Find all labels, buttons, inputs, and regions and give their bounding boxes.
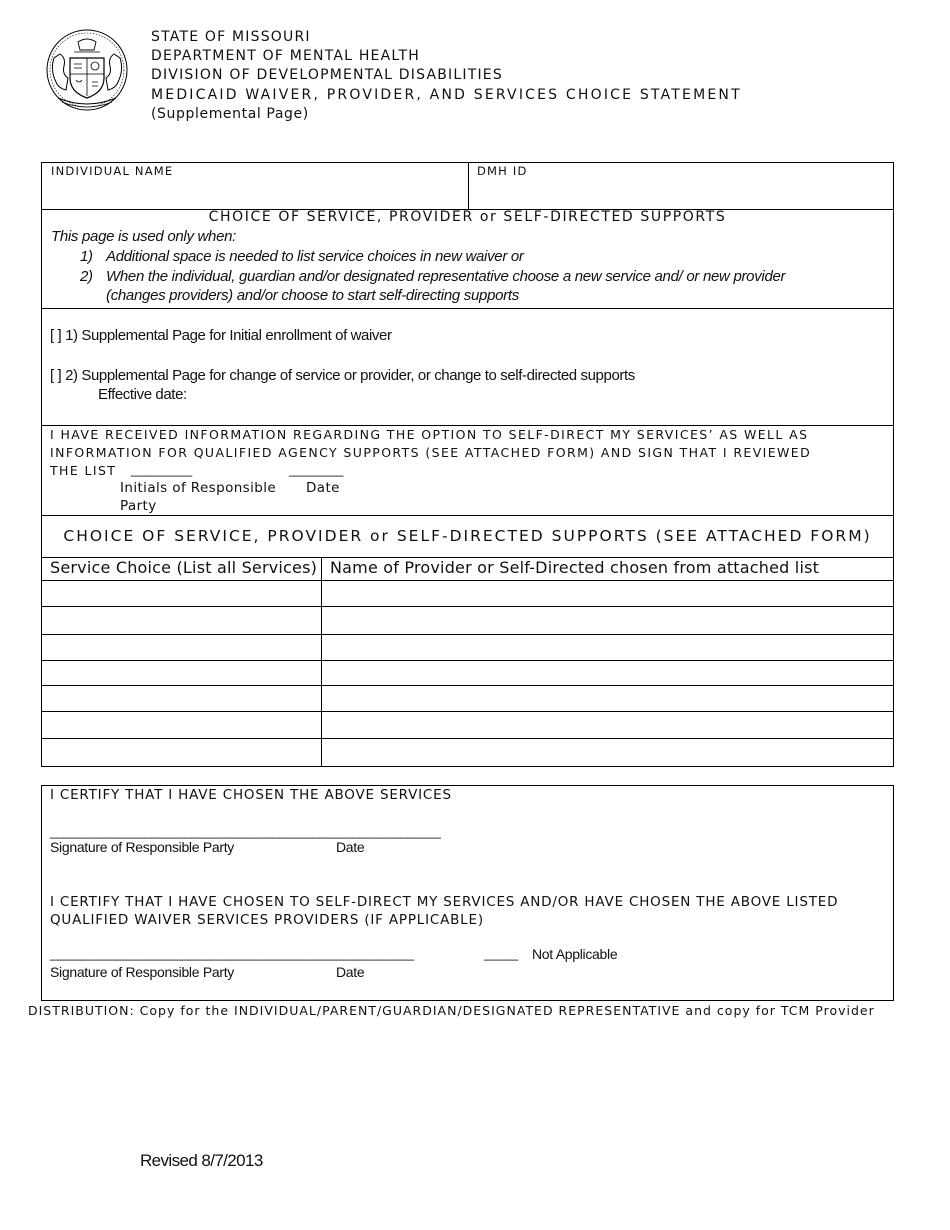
- service-choice-cell[interactable]: [42, 739, 321, 765]
- provider-name-cell[interactable]: [322, 581, 893, 606]
- service-choice-cell[interactable]: [42, 686, 321, 711]
- initials-field[interactable]: _________: [131, 462, 192, 477]
- effective-date-label: Effective date:: [98, 386, 187, 403]
- acknowledgement-line2: INFORMATION FOR QUALIFIED AGENCY SUPPORTS (SEE ATTACHED FORM) AND SIGN THAT I REVIEWED: [50, 445, 812, 460]
- initials-label-line1: Initials of Responsible: [120, 480, 277, 496]
- individual-name-label: INDIVIDUAL NAME: [51, 164, 174, 178]
- choice-item2-number: 2): [80, 268, 93, 285]
- service-choice-cell[interactable]: [42, 661, 321, 685]
- header-state: STATE OF MISSOURI: [151, 29, 311, 45]
- provider-name-cell[interactable]: [322, 739, 893, 765]
- revision-date: Revised 8/7/2013: [140, 1151, 263, 1170]
- choice-intro: This page is used only when:: [51, 228, 237, 245]
- certify-services-text: I CERTIFY THAT I HAVE CHOSEN THE ABOVE SERVICES: [50, 787, 452, 803]
- dmh-id-label: DMH ID: [477, 164, 528, 178]
- form-title: MEDICAID WAIVER, PROVIDER, AND SERVICES CHOICE STATEMENT: [151, 86, 742, 103]
- initials-date-label: Date: [306, 480, 340, 496]
- date-label-1: Date: [336, 839, 365, 855]
- dmh-id-field[interactable]: [477, 181, 882, 205]
- main-form-box: [41, 162, 894, 767]
- missouri-state-seal-icon: [44, 28, 130, 112]
- acknowledgement-line1: I HAVE RECEIVED INFORMATION REGARDING THE OPTION TO SELF-DIRECT MY SERVICES’ AS WELL AS: [50, 427, 809, 442]
- provider-name-cell[interactable]: [322, 661, 893, 685]
- service-table-title: CHOICE OF SERVICE, PROVIDER or SELF-DIRECTED SUPPORTS (SEE ATTACHED FORM): [63, 527, 872, 545]
- signature-label-1: Signature of Responsible Party: [50, 839, 234, 855]
- initials-label-line2: Party: [120, 498, 157, 514]
- provider-name-cell[interactable]: [322, 635, 893, 660]
- date-label-2: Date: [336, 964, 365, 980]
- choice-section-title: CHOICE OF SERVICE, PROVIDER or SELF-DIRECTED SUPPORTS: [208, 209, 727, 225]
- certification-box: [41, 785, 894, 1001]
- individual-name-field[interactable]: [51, 181, 461, 205]
- service-choice-cell[interactable]: [42, 635, 321, 660]
- document-header: [151, 28, 742, 124]
- header-department: DEPARTMENT OF MENTAL HEALTH: [151, 48, 420, 65]
- choice-item1-number: 1): [80, 248, 93, 265]
- provider-name-cell[interactable]: [322, 686, 893, 711]
- column-header-provider-name: Name of Provider or Self-Directed chosen from attached list: [330, 558, 820, 577]
- service-choice-cell[interactable]: [42, 712, 321, 738]
- provider-name-cell[interactable]: [322, 607, 893, 632]
- service-choice-cell[interactable]: [42, 607, 321, 632]
- column-header-service-choice: Service Choice (List all Services): [50, 558, 318, 577]
- option-initial-enrollment-checkbox[interactable]: [ ] 1) Supplemental Page for Initial enrollment of waiver: [50, 327, 392, 344]
- not-applicable-label: Not Applicable: [532, 946, 618, 962]
- choice-item2-text-line2: (changes providers) and/or choose to start self-directing supports: [106, 287, 519, 304]
- acknowledgement-line3: THE LIST: [50, 463, 117, 478]
- form-subtitle: (Supplemental Page): [151, 105, 309, 122]
- signature-label-2: Signature of Responsible Party: [50, 964, 234, 980]
- choice-item1-text: Additional space is needed to list service choices in new waiver or: [106, 248, 524, 265]
- service-choice-cell[interactable]: [42, 581, 321, 606]
- certify-self-direct-line2: QUALIFIED WAIVER SERVICES PROVIDERS (IF APPLICABLE): [50, 912, 484, 928]
- choice-item2-text-line1: When the individual, guardian and/or designated representative choose a new service and/ or new provider: [106, 268, 786, 285]
- not-applicable-field[interactable]: _____: [484, 946, 518, 961]
- header-division: DIVISION OF DEVELOPMENTAL DISABILITIES: [151, 67, 503, 84]
- provider-name-cell[interactable]: [322, 712, 893, 738]
- initials-date-field[interactable]: ________: [289, 462, 343, 477]
- distribution-note: DISTRIBUTION: Copy for the INDIVIDUAL/PARENT/GUARDIAN/DESIGNATED REPRESENTATIVE and copy for TCM Provider: [28, 1003, 875, 1018]
- certify-self-direct-line1: I CERTIFY THAT I HAVE CHOSEN TO SELF-DIRECT MY SERVICES AND/OR HAVE CHOSEN THE ABOVE LISTED: [50, 894, 839, 910]
- option-change-service-checkbox[interactable]: [ ] 2) Supplemental Page for change of service or provider, or change to self-directed supports: [50, 367, 635, 384]
- signature-field-2[interactable]: ______________________________________________________: [50, 946, 414, 961]
- signature-field-1[interactable]: __________________________________________________________: [50, 824, 441, 839]
